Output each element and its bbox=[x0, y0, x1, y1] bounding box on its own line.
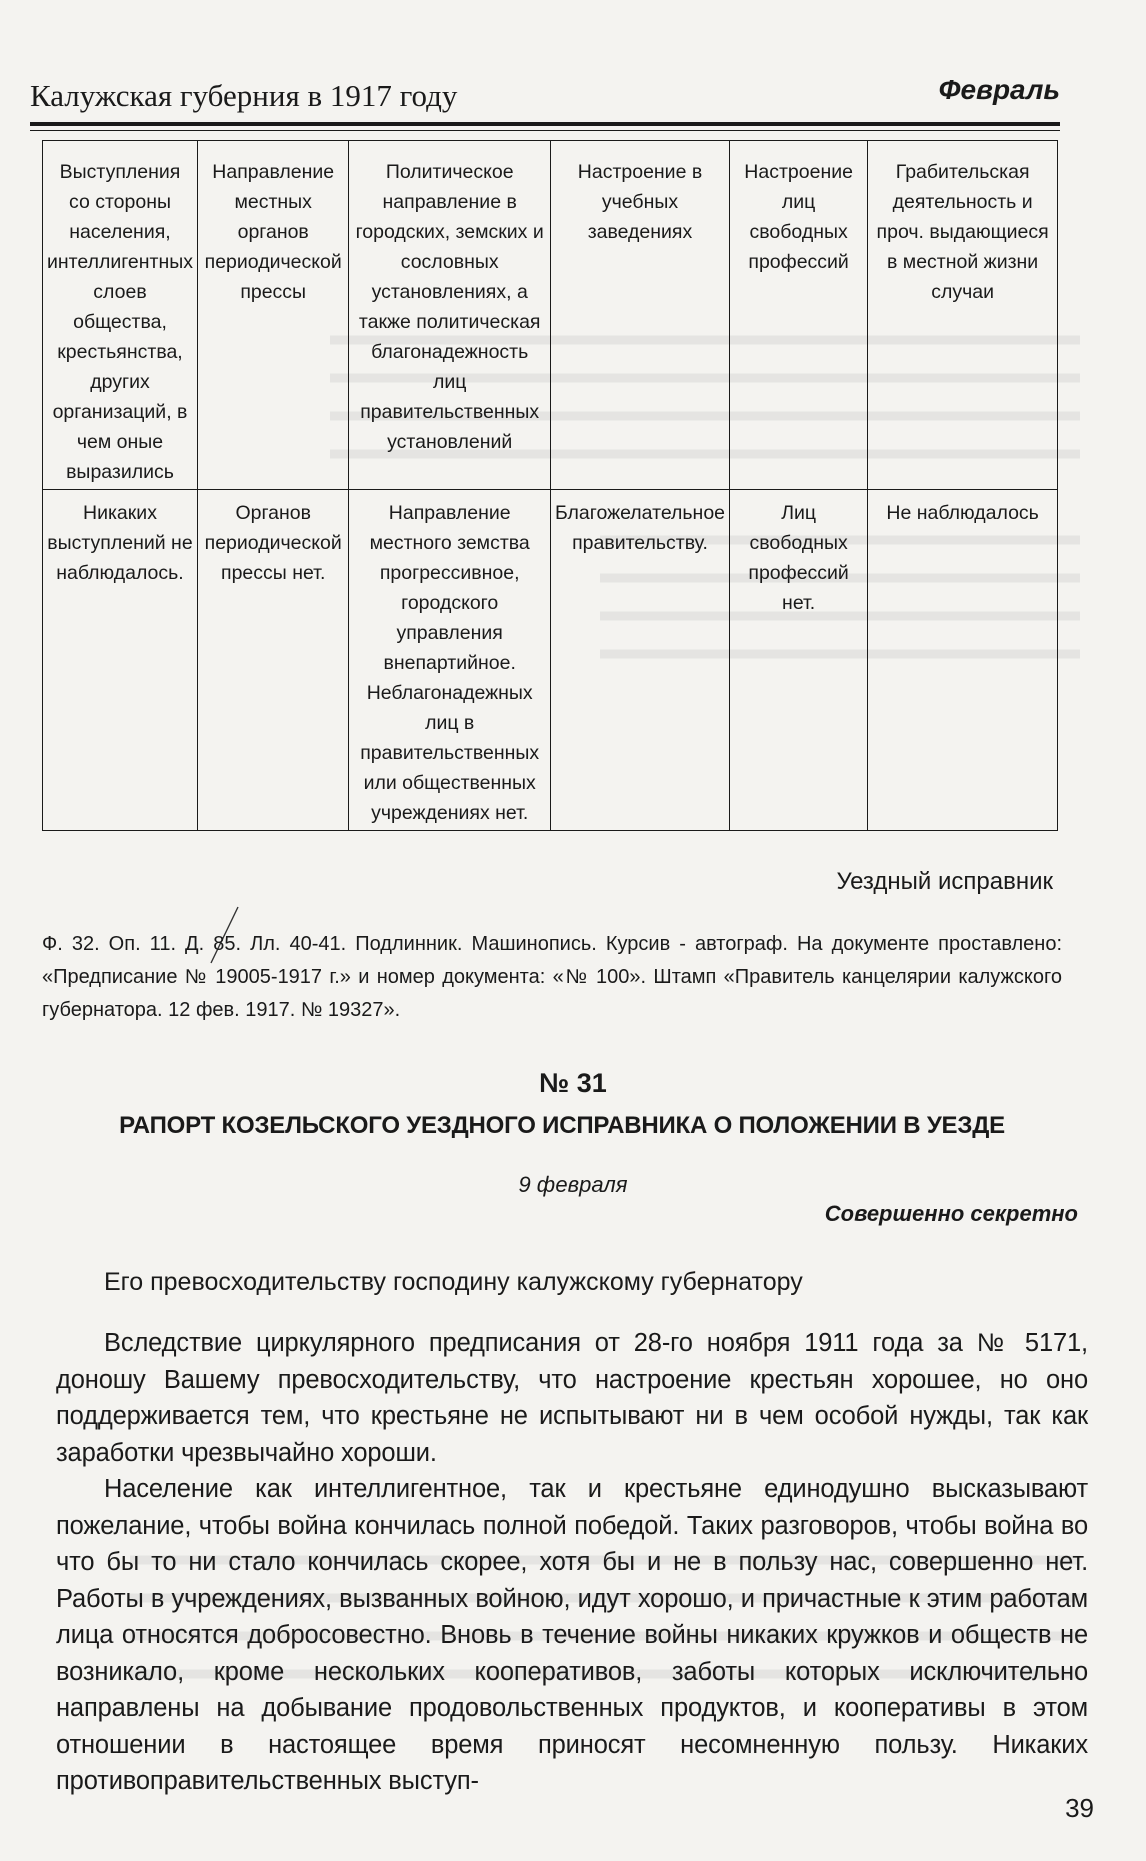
table-header-cell: Выступления со стороны населения, интеллигентных слоев общества, крестьянства, других организаций, в чем оные выразились bbox=[43, 141, 198, 490]
document-number: № 31 bbox=[539, 1068, 607, 1098]
report-table bbox=[42, 140, 1058, 831]
table-header-cell: Грабительская деятельность и проч. выдающиеся в местной жизни случаи bbox=[868, 141, 1058, 490]
running-title: Калужская губерния в 1917 году bbox=[30, 78, 458, 113]
table-cell: Не наблюдалось bbox=[868, 490, 1058, 831]
page-number: 39 bbox=[1065, 1793, 1094, 1823]
table-row bbox=[43, 490, 1058, 831]
table-cell: Органов периодической прессы нет. bbox=[197, 490, 348, 831]
table-cell: Лиц свободных профессий нет. bbox=[730, 490, 868, 831]
report-body bbox=[56, 1325, 1088, 1800]
signature-title: Уездный исправник bbox=[836, 868, 1053, 895]
document-title: РАПОРТ КОЗЕЛЬСКОГО УЕЗДНОГО ИСПРАВНИКА О ПОЛОЖЕНИИ В УЕЗДЕ bbox=[119, 1112, 1005, 1139]
table-header-row bbox=[43, 141, 1058, 490]
header-rule-thick bbox=[30, 122, 1060, 126]
classification-mark: Совершенно секретно bbox=[824, 1201, 1078, 1226]
section-month: Февраль bbox=[938, 74, 1060, 105]
table-cell: Никаких выступлений не наблюдалось. bbox=[43, 490, 198, 831]
header-rule-thin bbox=[30, 130, 1060, 131]
table-cell: Благожелательное правительству. bbox=[550, 490, 729, 831]
document-date: 9 февраля bbox=[518, 1172, 628, 1197]
archival-source-note: Ф. 32. Оп. 11. Д. 85. Лл. 40-41. Подлинник. Машинопись. Курсив - автограф. На документе проставлено: «Предписание № 19005-1917 г.» и номер документа: «№ 100». Штамп «Правитель канцелярии калужского губернатора. 12 фев. 1917. № 19327». bbox=[42, 933, 1062, 1021]
addressee-line: Его превосходительству господину калужскому губернатору bbox=[104, 1268, 803, 1296]
table-header-cell: Настроение в учебных заведениях bbox=[550, 141, 729, 490]
table-header-cell: Направление местных органов периодической прессы bbox=[197, 141, 348, 490]
table-cell: Направление местного земства прогрессивное, городского управления внепартийное. Неблагонадежных лиц в правительственных или общественных учреждениях нет. bbox=[349, 490, 551, 831]
body-paragraph: Население как интеллигентное, так и крестьяне единодушно высказывают пожелание, чтобы война кончилась полной победой. Таких разговоров, чтобы война во что бы то ни стало кончилась скорее, хотя бы и не в пользу нас, совершенно нет. Работы в учреждениях, вызванных войною, идут хорошо, и причастные к этим работам лица относятся добросовестно. Вновь в течение войны никаких кружков и обществ не возникало, кроме нескольких кооперативов, заботы которых исключительно направлены на добывание продовольственных продуктов, и кооперативы в этом отношении в настоящее время приносят несомненную пользу. Никаких противоправительственных выступ- bbox=[56, 1475, 1088, 1795]
table-header-cell: Политическое направление в городских, земских и сословных установлениях, а также политическая благонадежность лиц правительственных установлений bbox=[349, 141, 551, 490]
body-paragraph: Вследствие циркулярного предписания от 28-го ноября 1911 года за № 5171, доношу Вашему превосходительству, что настроение крестьян хорошее, но оно поддерживается тем, что крестьяне не испытывают ни в чем особой нужды, так как заработки чрезвычайно хороши. bbox=[56, 1329, 1088, 1467]
table-header-cell: Настроение лиц свободных профессий bbox=[730, 141, 868, 490]
running-header bbox=[30, 74, 1060, 122]
